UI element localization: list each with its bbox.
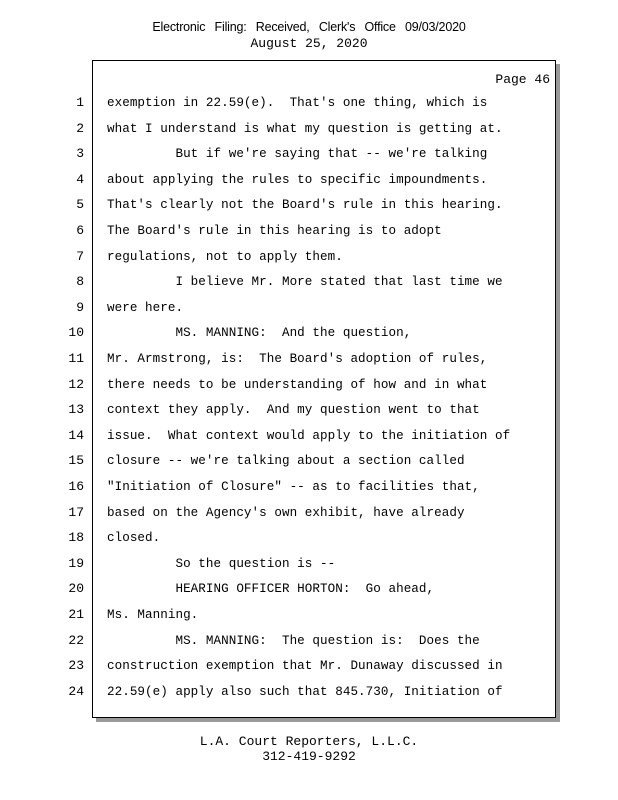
transcript-line: So the question is --: [107, 557, 336, 571]
transcript-line: closure -- we're talking about a section called: [107, 454, 465, 468]
line-number: 13: [68, 402, 84, 417]
transcript-line: exemption in 22.59(e). That's one thing, which is: [107, 96, 488, 110]
line-number: 9: [76, 300, 84, 315]
transcript-line: regulations, not to apply them.: [107, 250, 343, 264]
line-number: 24: [68, 684, 84, 699]
transcript-line: closed.: [107, 531, 161, 545]
transcript-line: I believe Mr. More stated that last time we: [107, 275, 503, 289]
transcript-line: issue. What context would apply to the initiation of: [107, 429, 511, 443]
transcript-line: about applying the rules to specific impoundments.: [107, 173, 488, 187]
transcript-line: construction exemption that Mr. Dunaway discussed in: [107, 659, 503, 673]
transcript-line: "Initiation of Closure" -- as to facilities that,: [107, 480, 480, 494]
transcript-line: The Board's rule in this hearing is to adopt: [107, 224, 442, 238]
reporter-phone: 312-419-9292: [262, 749, 356, 764]
line-number: 16: [68, 479, 84, 494]
line-number: 7: [76, 249, 84, 264]
line-number: 14: [68, 428, 84, 443]
line-number: 21: [68, 607, 84, 622]
transcript-line: context they apply. And my question went to that: [107, 403, 480, 417]
transcript-line: Ms. Manning.: [107, 608, 199, 622]
line-number: 10: [68, 325, 84, 340]
line-number: 5: [76, 197, 84, 212]
line-number: 20: [68, 581, 84, 596]
line-number: 22: [68, 633, 84, 648]
line-number: 3: [76, 146, 84, 161]
transcript-line: what I understand is what my question is getting at.: [107, 122, 503, 136]
transcript-line: were here.: [107, 301, 184, 315]
line-number: 12: [68, 377, 84, 392]
line-number: 4: [76, 172, 84, 187]
line-number: 23: [68, 658, 84, 673]
transcript-line: That's clearly not the Board's rule in this hearing.: [107, 198, 503, 212]
line-number: 11: [68, 351, 84, 366]
transcript-line: HEARING OFFICER HORTON: Go ahead,: [107, 582, 435, 596]
transcript-line: MS. MANNING: The question is: Does the: [107, 634, 480, 648]
page-number: Page 46: [495, 72, 550, 87]
transcript-line: MS. MANNING: And the question,: [107, 326, 412, 340]
hearing-date: August 25, 2020: [250, 36, 368, 51]
transcript-line: 22.59(e) apply also such that 845.730, Initiation of: [107, 685, 503, 699]
filing-stamp: Electronic Filing: Received, Clerk's Office 09/03/2020: [152, 20, 466, 34]
line-number: 17: [68, 505, 84, 520]
line-number: 18: [68, 530, 84, 545]
transcript-line: there needs to be understanding of how and in what: [107, 378, 488, 392]
transcript-line: based on the Agency's own exhibit, have already: [107, 506, 465, 520]
line-number: 2: [76, 121, 84, 136]
transcript-line: Mr. Armstrong, is: The Board's adoption of rules,: [107, 352, 488, 366]
reporter-company: L.A. Court Reporters, L.L.C.: [199, 734, 419, 749]
line-number: 15: [68, 453, 84, 468]
line-number: 8: [76, 274, 84, 289]
line-number: 19: [68, 556, 84, 571]
line-number: 1: [76, 95, 84, 110]
transcript-line: But if we're saying that -- we're talking: [107, 147, 488, 161]
line-number: 6: [76, 223, 84, 238]
